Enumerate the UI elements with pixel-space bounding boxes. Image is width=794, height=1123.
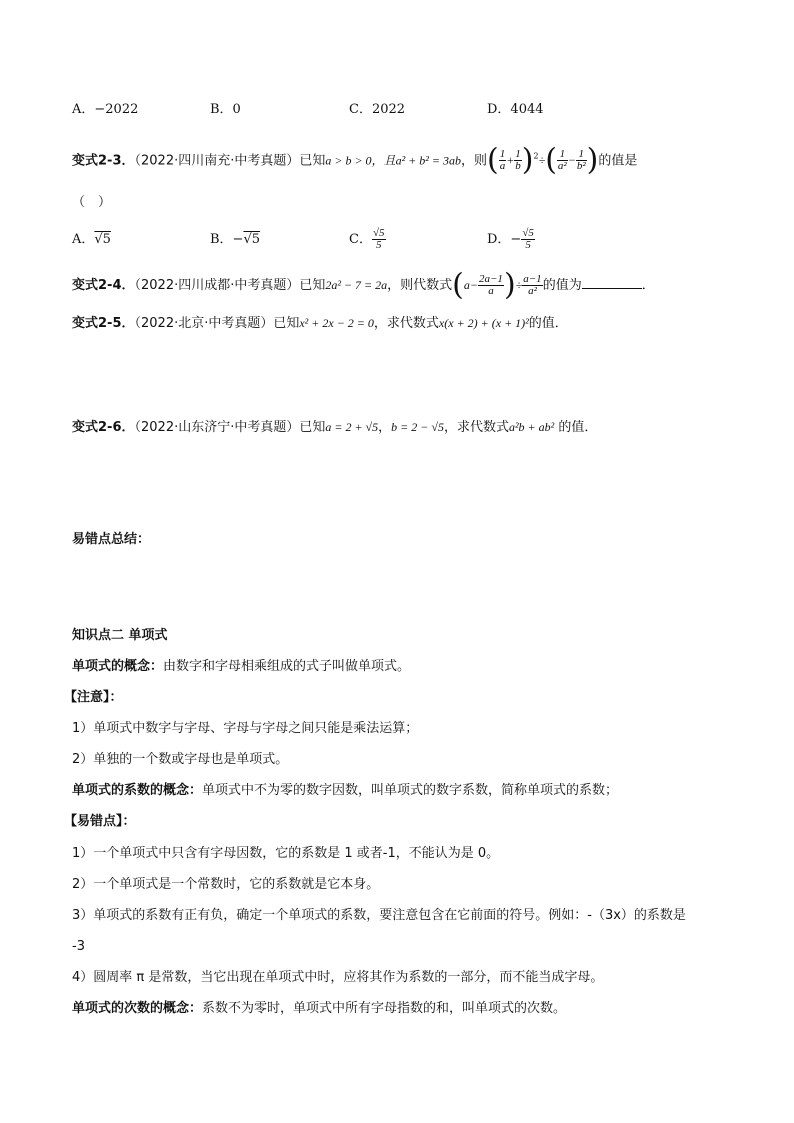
coef-line [72,782,618,800]
value-b: b = 2 − √5 [391,420,444,434]
question-2-4 [72,267,655,303]
option-c: C．2022 [349,102,406,117]
section-title: 知识点二 单项式 [72,628,168,643]
tail-text: 的值． [528,316,568,331]
degree-text: 系数不为零时，单项式中所有字母指数的和，叫单项式的次数。 [202,1001,567,1016]
expression: a²b + ab² [508,420,555,434]
expression: (a− $\frac{2a-1}{a}$ )÷ $\frac{a-1}{\text{a²}}$ [452,267,542,303]
coef-text: 单项式中不为零的数字因数，叫单项式的数字系数，简称单项式的系数； [202,783,619,798]
condition: a > b > 0，且 [325,153,396,168]
question-2-3 [72,142,638,178]
mid-text: ，则代数式 [387,278,453,293]
expression: x(x + 2) + (x + 1)² [438,316,529,330]
note-item: 1）单项式中数字与字母、字母与字母之间只能是乘法运算； [72,721,419,736]
option-a: A．√5 [72,232,111,247]
error-heading: 【易错点】： [64,814,136,829]
error-item: 2）一个单项式是一个常数时，它的系数就是它本身。 [72,877,380,892]
expression: ( $\frac{1}{a}$ + $\frac{1}{b}$ )$^2$÷( $\frac{1}{\text{a²}}$ − $\frac{1}{\text{b²}}$ ) [486,142,599,178]
coef-label: 单项式的系数的概念： [72,783,203,798]
option-d: D．− $\frac{√5}{5}$ [487,227,534,251]
mid-text: ，求代数式 [373,316,439,331]
degree-line [72,1000,566,1018]
question-source: （2022·山东济宁·中考真题）已知 [134,420,326,435]
end-mark: ． [641,278,655,293]
note-heading: 【注意】： [64,690,123,705]
tail-text: 的值． [554,420,598,435]
error-item: 4）圆周率 π 是常数，当它出现在单项式中时，应将其作为系数的一部分，而不能当成字母。 [72,970,604,985]
concept-line [72,658,410,676]
question-label: 变式2-6． [72,420,135,435]
mid-text: ，求代数式 [443,420,509,435]
separator: ， [378,420,392,435]
concept-label: 单项式的概念： [72,659,164,674]
error-item: 1）一个单项式中只含有字母因数，它的系数是 1 或者-1，不能认为是 0。 [72,846,500,861]
value-a: a = 2 + √5 [325,420,379,434]
question-source: （2022·四川成都·中考真题）已知 [134,278,326,293]
then-text: ，则 [460,153,487,169]
question-label: 变式2-3． [72,153,135,169]
equation: x² + 2x − 2 = 0 [299,316,374,330]
concept-text: 由数字和字母相乘组成的式子叫做单项式。 [163,659,411,674]
answer-blank [582,276,642,289]
degree-label: 单项式的次数的概念： [72,1001,203,1016]
tail-text: 的值是 [598,153,638,169]
option-a: A．−2022 [72,102,139,117]
equation: 2a² − 7 = 2a [325,278,388,292]
tail-text: 的值为 [542,278,582,293]
error-summary-heading: 易错点总结： [72,532,151,547]
option-c: C． $\frac{√5}{5}$ [349,227,385,251]
question-source: （2022·四川南充·中考真题）已知 [134,153,326,169]
option-d: D．4044 [487,102,544,117]
answer-paren: （ ） [72,195,112,210]
equation: a² + b² = 3ab [395,153,461,168]
question-source: （2022·北京·中考真题）已知 [134,316,300,331]
question-label: 变式2-4． [72,278,135,293]
question-label: 变式2-5． [72,316,135,331]
question-2-6 [72,418,597,437]
note-item: 2）单独的一个数或字母也是单项式。 [72,752,289,767]
error-item: 3）单项式的系数有正有负，确定一个单项式的系数，要注意包含在它前面的符号。例如：-（3x）的系数是 [72,908,686,923]
option-b: B．0 [210,102,241,117]
question-2-5 [72,314,568,333]
error-item-continued: -3 [72,939,85,954]
option-b: B．−√5 [210,232,261,247]
